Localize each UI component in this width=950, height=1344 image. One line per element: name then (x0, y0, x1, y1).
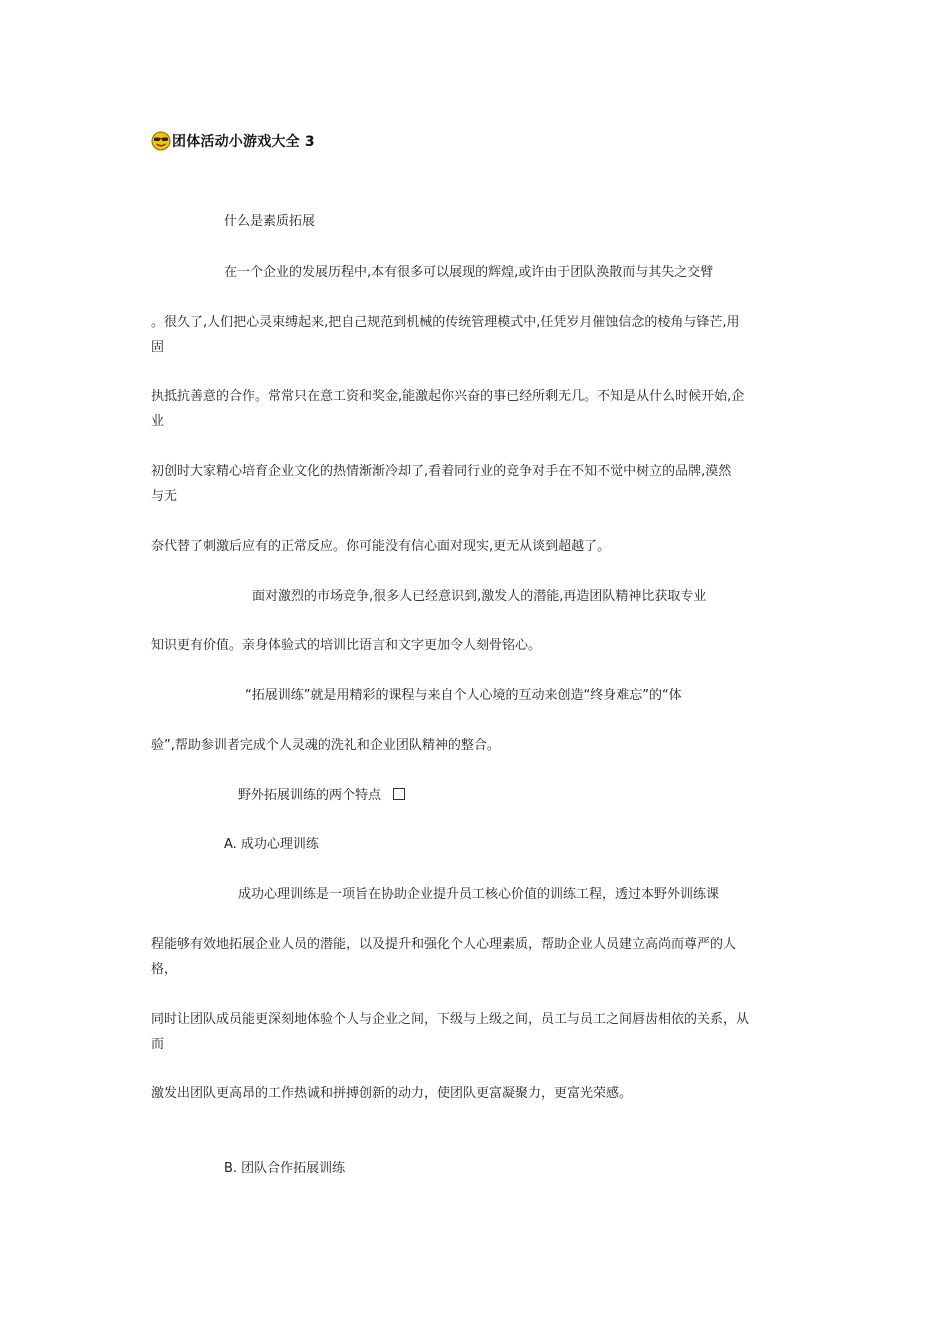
paragraph-line: “拓展训练”就是用精彩的课程与来自个人心境的互动来创造“终身难忘”的“体 (245, 688, 682, 703)
paragraph-line: 奈代替了刺激后应有的正常反应。你可能没有信心面对现实,更无从谈到超越了。 (151, 539, 611, 554)
paragraph-heading-what-is: 什么是素质拓展 (224, 214, 316, 229)
subsection-heading-a: A. 成功心理训练 (224, 837, 319, 852)
paragraph-line-tail: 格， (151, 962, 178, 977)
paragraph-line: 面对激烈的市场竞争,很多人已经意识到,激发人的潜能,再造团队精神比获取专业 (252, 589, 707, 604)
paragraph-line: 程能够有效地拓展企业人员的潜能，以及提升和强化个人心理素质，帮助企业人员建立高尚而尊严的人 (151, 937, 737, 952)
subsection-heading-b: B. 团队合作拓展训练 (224, 1161, 346, 1176)
section-heading-two-features (238, 785, 405, 807)
paragraph-line-tail: 固 (151, 340, 165, 355)
title-row (151, 130, 315, 152)
paragraph-line: 。很久了,人们把心灵束缚起来,把自己规范到机械的传统管理模式中,任凭岁月催蚀信念的棱角与锋芒,用 (151, 315, 740, 330)
paragraph-line-tail: 与无 (151, 489, 178, 504)
paragraph-line: 激发出团队更高昂的工作热诚和拼搏创新的动力，使团队更富凝聚力，更富光荣感。 (151, 1086, 633, 1101)
empty-box-icon (393, 788, 405, 800)
section-heading-text: 野外拓展训练的两个特点 (238, 788, 382, 803)
sunglasses-smiley-icon (151, 131, 171, 151)
paragraph-line-tail: 而 (151, 1037, 165, 1052)
paragraph-line: 初创时大家精心培育企业文化的热情渐渐冷却了,看着同行业的竞争对手在不知不觉中树立的品牌,漠然 (151, 464, 732, 479)
document-title: 团体活动小游戏大全 3 (172, 134, 315, 150)
paragraph-line: 成功心理训练是一项旨在协助企业提升员工核心价值的训练工程，透过本野外训练课 (238, 887, 720, 902)
paragraph-line: 执抵抗善意的合作。常常只在意工资和奖金,能激起你兴奋的事已经所剩无几。不知是从什么时候开始,企 (151, 389, 745, 404)
paragraph-line: 验”,帮助参训者完成个人灵魂的洗礼和企业团队精神的整合。 (151, 738, 500, 753)
paragraph-line: 知识更有价值。亲身体验式的培训比语言和文字更加令人刻骨铭心。 (151, 638, 542, 653)
paragraph-line-tail: 业 (151, 414, 165, 429)
paragraph-line: 在一个企业的发展历程中,本有很多可以展现的辉煌,或许由于团队涣散而与其失之交臂 (224, 265, 714, 280)
paragraph-line: 同时让团队成员能更深刻地体验个人与企业之间，下级与上级之间，员工与员工之间唇齿相依的关系，从 (151, 1012, 750, 1027)
